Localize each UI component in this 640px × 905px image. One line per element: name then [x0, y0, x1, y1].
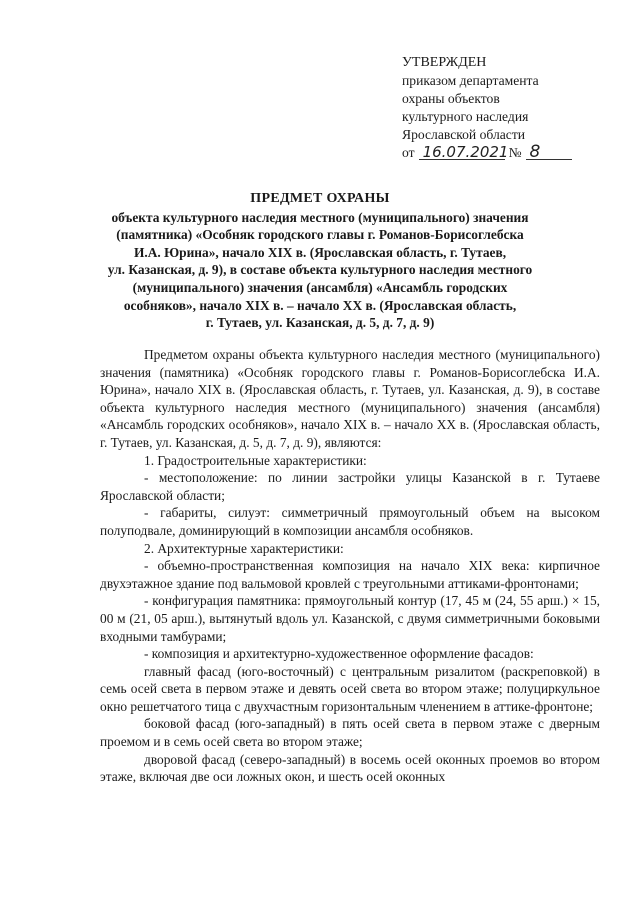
heading-line: ул. Казанская, д. 9), в составе объекта культурного наследия местного — [107, 262, 533, 278]
body-paragraph: - конфигурация памятника: прямоугольный контур (17, 45 м (24, 55 арш.) × 15, 00 м (21, 05 арш.), вытянутый вдоль ул. Казанской, с двумя симметричными боковыми входными тамбурами; — [100, 593, 600, 644]
body-paragraph: - объемно-пространственная композиция на начало XIX века: кирпичное двухэтажное здание под вальмовой кровлей с треугольными аттиками-фронтонами; — [100, 558, 600, 591]
approval-line: Ярославской области — [402, 127, 526, 142]
heading-line: (муниципального) значения (ансамбля) «Ансамбль городских — [132, 279, 508, 295]
body-paragraph: боковой фасад (юго-западный) в пять осей света в первом этаже с дверным проемом и в семь осей света во втором этаже; — [100, 716, 600, 750]
heading-line: И.А. Юрина», начало XIX в. (Ярославская область, г. Тутаев, — [133, 244, 507, 260]
body-paragraph: 1. Градостроительные характеристики: — [144, 452, 367, 468]
document-heading — [100, 190, 540, 332]
body-paragraph: 2. Архитектурные характеристики: — [144, 540, 344, 556]
approval-line: охраны объектов — [402, 91, 500, 106]
body-paragraph: Предметом охраны объекта культурного наследия местного (муниципального) значения (памятника) «Особняк городского главы г. Романов-Борисоглебска И.А. Юрина», начало XIX в. (Ярославская область, г. Тутаев, ул. Казанская, д. 9), в составе объекта культурного наследия местного (муниципального) значения (ансамбля) «Ансамбль городских особняков», начало XIX в. – начало XX в. (Ярославская область, г. Тутаев, ул. Казанская, д. 5, д. 7, д. 9), являются: — [100, 347, 600, 450]
heading-line: особняков», начало XIX в. – начало XX в. (Ярославская область, — [123, 297, 517, 313]
approval-date-row — [402, 144, 602, 162]
page-title: ПРЕДМЕТ ОХРАНЫ — [250, 191, 390, 206]
date-prefix: от — [402, 145, 415, 160]
heading-line: объекта культурного наследия местного (муниципального) значения — [111, 209, 529, 225]
approval-line: приказом департамента — [402, 73, 539, 88]
body-paragraph: - композиция и архитектурно-художественное оформление фасадов: — [144, 646, 534, 662]
approval-line: культурного наследия — [402, 109, 529, 124]
heading-line: (памятника) «Особняк городского главы г. Романов-Борисоглебска — [116, 227, 524, 243]
heading-line: г. Тутаев, ул. Казанская, д. 5, д. 7, д. 9) — [205, 315, 435, 331]
number-prefix: № — [508, 145, 522, 160]
body-paragraph: главный фасад (юго-восточный) с центральным ризалитом (раскреповкой) в семь осей света в первом этаже и девять осей света во втором этаже; полуциркульное окно решетчатого тица с двухчастным горизонтальным членением в аттике-фронтоне; — [100, 663, 600, 714]
body-paragraph: - местоположение: по линии застройки улицы Казанской в г. Тутаеве Ярославской области; — [100, 470, 600, 503]
document-body — [100, 346, 600, 786]
body-paragraph: - габариты, силуэт: симметричный прямоугольный объем на высоком полуподвале, доминирующий в композиции ансамбля особняков. — [100, 505, 600, 538]
approval-block — [402, 54, 602, 162]
handwritten-number: 8 — [526, 145, 572, 160]
handwritten-date: 16.07.2021 — [419, 145, 505, 160]
body-paragraph: дворовой фасад (северо-западный) в восемь осей оконных проемов во втором этаже, включая две оси ложных окон, и шесть осей оконных — [100, 751, 600, 785]
approval-title: УТВЕРЖДЕН — [402, 55, 487, 70]
